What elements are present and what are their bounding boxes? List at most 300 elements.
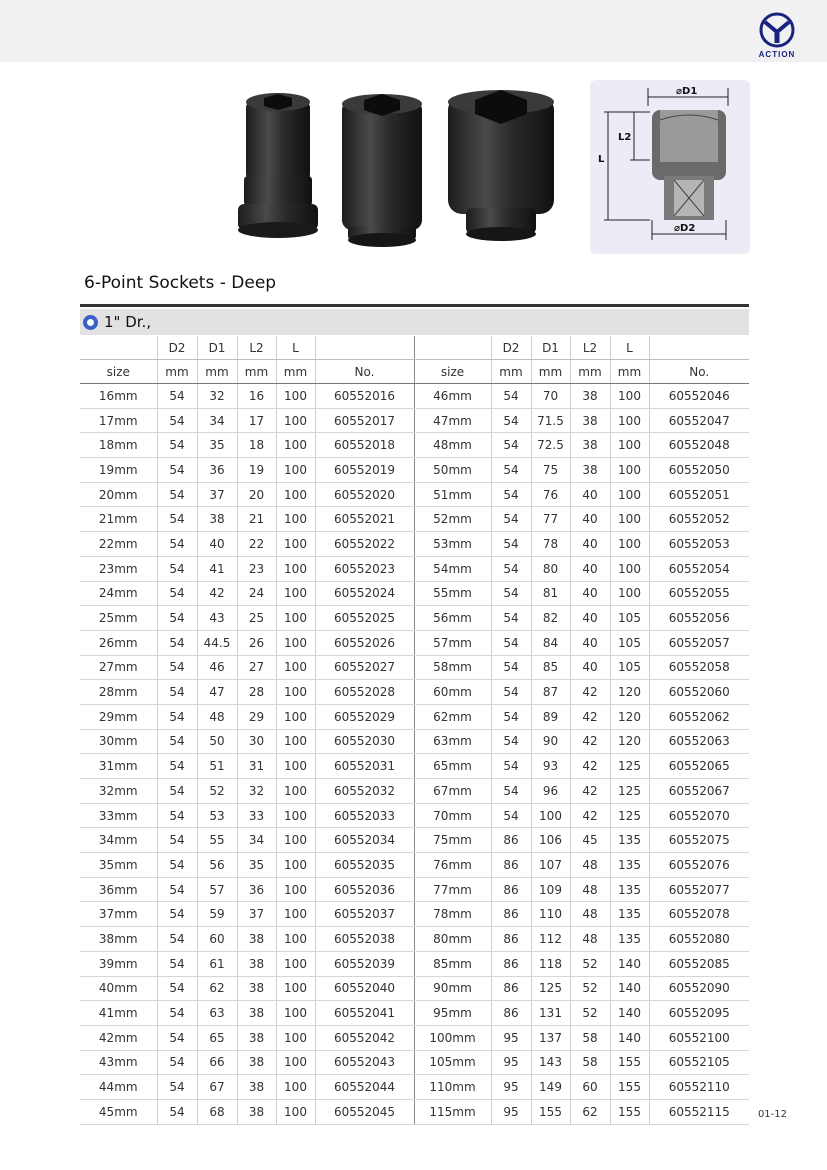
cell-d1: 60 bbox=[197, 927, 237, 952]
l-label: L bbox=[598, 154, 605, 165]
cell-d1: 50 bbox=[197, 729, 237, 754]
cell-d2: 54 bbox=[157, 433, 197, 458]
header-blank bbox=[649, 336, 749, 360]
cell-l2: 60 bbox=[570, 1075, 610, 1100]
header-d2: D2 bbox=[157, 336, 197, 360]
cell-l: 100 bbox=[276, 655, 315, 680]
cell-l: 100 bbox=[610, 507, 649, 532]
cell-d2: 54 bbox=[491, 729, 531, 754]
header-unit: mm bbox=[237, 360, 276, 384]
medium-socket-image bbox=[342, 94, 422, 247]
cell-part-no: 60552056 bbox=[649, 606, 749, 631]
cell-part-no: 60552070 bbox=[649, 803, 749, 828]
title-rule bbox=[80, 304, 749, 307]
table-row bbox=[80, 951, 749, 976]
header-unit: mm bbox=[610, 360, 649, 384]
cell-part-no: 60552062 bbox=[649, 704, 749, 729]
cell-d2: 54 bbox=[157, 779, 197, 804]
cell-d2: 54 bbox=[157, 976, 197, 1001]
cell-d2: 54 bbox=[157, 507, 197, 532]
cell-size: 33mm bbox=[80, 803, 157, 828]
cell-d1: 55 bbox=[197, 828, 237, 853]
cell-l2: 42 bbox=[570, 704, 610, 729]
cell-size: 76mm bbox=[414, 853, 491, 878]
unit-header-row bbox=[80, 360, 749, 384]
cell-l: 100 bbox=[610, 408, 649, 433]
cell-l2: 34 bbox=[237, 828, 276, 853]
cell-l2: 42 bbox=[570, 729, 610, 754]
cell-l2: 26 bbox=[237, 630, 276, 655]
cell-d2: 54 bbox=[157, 606, 197, 631]
cell-size: 27mm bbox=[80, 655, 157, 680]
table-row bbox=[80, 729, 749, 754]
cell-size: 70mm bbox=[414, 803, 491, 828]
cell-size: 26mm bbox=[80, 630, 157, 655]
cell-d2: 54 bbox=[491, 433, 531, 458]
cell-l: 100 bbox=[276, 606, 315, 631]
d2-label: ⌀D2 bbox=[674, 223, 696, 234]
cell-d2: 54 bbox=[157, 1050, 197, 1075]
cell-size: 39mm bbox=[80, 951, 157, 976]
cell-d1: 77 bbox=[531, 507, 570, 532]
cell-size: 19mm bbox=[80, 458, 157, 483]
header-l2: L2 bbox=[237, 336, 276, 360]
cell-l: 100 bbox=[276, 433, 315, 458]
cell-d1: 76 bbox=[531, 482, 570, 507]
cell-d2: 54 bbox=[157, 482, 197, 507]
cell-part-no: 60552039 bbox=[315, 951, 414, 976]
dimension-drawing bbox=[590, 80, 750, 254]
cell-part-no: 60552018 bbox=[315, 433, 414, 458]
cell-d2: 54 bbox=[157, 1075, 197, 1100]
cell-part-no: 60552077 bbox=[649, 877, 749, 902]
cell-l: 100 bbox=[276, 458, 315, 483]
cell-l2: 38 bbox=[570, 408, 610, 433]
cell-size: 28mm bbox=[80, 680, 157, 705]
cell-l: 100 bbox=[610, 384, 649, 409]
header-l: L bbox=[276, 336, 315, 360]
cell-part-no: 60552085 bbox=[649, 951, 749, 976]
logo-text: ACTION bbox=[758, 50, 796, 59]
brand-logo bbox=[749, 12, 805, 62]
cell-l: 140 bbox=[610, 1001, 649, 1026]
cell-l2: 38 bbox=[237, 951, 276, 976]
cell-size: 78mm bbox=[414, 902, 491, 927]
cell-l: 100 bbox=[610, 433, 649, 458]
cell-size: 57mm bbox=[414, 630, 491, 655]
table-row bbox=[80, 877, 749, 902]
cell-size: 22mm bbox=[80, 532, 157, 557]
cell-l: 100 bbox=[276, 1075, 315, 1100]
header-size: size bbox=[80, 360, 157, 384]
cell-size: 50mm bbox=[414, 458, 491, 483]
cell-size: 18mm bbox=[80, 433, 157, 458]
table-row bbox=[80, 1050, 749, 1075]
cell-d1: 56 bbox=[197, 853, 237, 878]
cell-l2: 28 bbox=[237, 680, 276, 705]
cell-size: 21mm bbox=[80, 507, 157, 532]
cell-part-no: 60552033 bbox=[315, 803, 414, 828]
cell-part-no: 60552060 bbox=[649, 680, 749, 705]
cell-l2: 40 bbox=[570, 581, 610, 606]
cell-l: 100 bbox=[610, 482, 649, 507]
cell-l2: 48 bbox=[570, 877, 610, 902]
table-row bbox=[80, 556, 749, 581]
cell-l: 100 bbox=[610, 581, 649, 606]
cell-part-no: 60552067 bbox=[649, 779, 749, 804]
cell-d2: 54 bbox=[157, 902, 197, 927]
cell-l: 100 bbox=[276, 1001, 315, 1026]
cell-part-no: 60552044 bbox=[315, 1075, 414, 1100]
cell-d1: 75 bbox=[531, 458, 570, 483]
cell-l: 140 bbox=[610, 976, 649, 1001]
cell-d1: 100 bbox=[531, 803, 570, 828]
socket-dimension-diagram bbox=[590, 80, 750, 254]
cell-size: 35mm bbox=[80, 853, 157, 878]
cell-part-no: 60552057 bbox=[649, 630, 749, 655]
cell-l2: 38 bbox=[570, 433, 610, 458]
cell-d1: 53 bbox=[197, 803, 237, 828]
table-row bbox=[80, 655, 749, 680]
cell-l: 100 bbox=[276, 828, 315, 853]
header-size: size bbox=[414, 360, 491, 384]
cell-l: 140 bbox=[610, 951, 649, 976]
cell-d1: 109 bbox=[531, 877, 570, 902]
cell-d2: 54 bbox=[157, 630, 197, 655]
cell-part-no: 60552048 bbox=[649, 433, 749, 458]
cell-d1: 59 bbox=[197, 902, 237, 927]
cell-d1: 46 bbox=[197, 655, 237, 680]
drive-size-bar bbox=[80, 309, 749, 335]
cell-part-no: 60552100 bbox=[649, 1025, 749, 1050]
table-row bbox=[80, 630, 749, 655]
cell-l: 100 bbox=[276, 754, 315, 779]
cell-l2: 16 bbox=[237, 384, 276, 409]
cell-part-no: 60552017 bbox=[315, 408, 414, 433]
cell-l2: 38 bbox=[237, 1075, 276, 1100]
table-row bbox=[80, 803, 749, 828]
cell-part-no: 60552052 bbox=[649, 507, 749, 532]
socket-product-photos bbox=[230, 88, 570, 258]
cell-part-no: 60552040 bbox=[315, 976, 414, 1001]
cell-l2: 48 bbox=[570, 853, 610, 878]
header-blank bbox=[80, 336, 157, 360]
cell-d2: 86 bbox=[491, 1001, 531, 1026]
cell-l2: 21 bbox=[237, 507, 276, 532]
cell-l: 105 bbox=[610, 606, 649, 631]
table-row bbox=[80, 1075, 749, 1100]
cell-d2: 54 bbox=[491, 754, 531, 779]
cell-part-no: 60552028 bbox=[315, 680, 414, 705]
cell-part-no: 60552053 bbox=[649, 532, 749, 557]
cell-d2: 54 bbox=[491, 680, 531, 705]
cell-d1: 36 bbox=[197, 458, 237, 483]
header-d1: D1 bbox=[531, 336, 570, 360]
cell-d2: 54 bbox=[491, 581, 531, 606]
cell-size: 115mm bbox=[414, 1099, 491, 1124]
cell-l: 100 bbox=[276, 581, 315, 606]
cell-l2: 48 bbox=[570, 927, 610, 952]
cell-l: 100 bbox=[276, 630, 315, 655]
cell-l: 135 bbox=[610, 853, 649, 878]
cell-size: 80mm bbox=[414, 927, 491, 952]
cell-part-no: 60552023 bbox=[315, 556, 414, 581]
cell-d1: 81 bbox=[531, 581, 570, 606]
cell-d2: 54 bbox=[157, 655, 197, 680]
table-row bbox=[80, 433, 749, 458]
d1-label: ⌀D1 bbox=[676, 86, 698, 97]
cell-d1: 35 bbox=[197, 433, 237, 458]
cell-d2: 54 bbox=[491, 384, 531, 409]
cell-size: 63mm bbox=[414, 729, 491, 754]
cell-size: 46mm bbox=[414, 384, 491, 409]
cell-l2: 40 bbox=[570, 532, 610, 557]
header-unit: mm bbox=[531, 360, 570, 384]
header-unit: mm bbox=[276, 360, 315, 384]
cell-l: 100 bbox=[610, 556, 649, 581]
cell-d2: 54 bbox=[491, 532, 531, 557]
cell-d1: 71.5 bbox=[531, 408, 570, 433]
cell-part-no: 60552035 bbox=[315, 853, 414, 878]
cell-l2: 18 bbox=[237, 433, 276, 458]
cell-d2: 54 bbox=[491, 606, 531, 631]
cell-l2: 27 bbox=[237, 655, 276, 680]
header-d1: D1 bbox=[197, 336, 237, 360]
cell-d1: 72.5 bbox=[531, 433, 570, 458]
cell-part-no: 60552031 bbox=[315, 754, 414, 779]
cell-d1: 78 bbox=[531, 532, 570, 557]
cell-l2: 58 bbox=[570, 1050, 610, 1075]
table-row bbox=[80, 1025, 749, 1050]
cell-l2: 17 bbox=[237, 408, 276, 433]
header-band bbox=[0, 0, 827, 62]
cell-size: 29mm bbox=[80, 704, 157, 729]
cell-d2: 54 bbox=[157, 853, 197, 878]
cell-d1: 67 bbox=[197, 1075, 237, 1100]
cell-l2: 38 bbox=[570, 458, 610, 483]
cell-part-no: 60552024 bbox=[315, 581, 414, 606]
cell-l2: 58 bbox=[570, 1025, 610, 1050]
cell-l2: 48 bbox=[570, 902, 610, 927]
table-row bbox=[80, 1001, 749, 1026]
cell-part-no: 60552030 bbox=[315, 729, 414, 754]
cell-d1: 44.5 bbox=[197, 630, 237, 655]
cell-l: 100 bbox=[276, 507, 315, 532]
cell-d1: 107 bbox=[531, 853, 570, 878]
cell-l: 125 bbox=[610, 803, 649, 828]
cell-d1: 137 bbox=[531, 1025, 570, 1050]
cell-l2: 31 bbox=[237, 754, 276, 779]
cell-size: 30mm bbox=[80, 729, 157, 754]
cell-d2: 54 bbox=[491, 630, 531, 655]
cell-l: 105 bbox=[610, 655, 649, 680]
cell-d1: 85 bbox=[531, 655, 570, 680]
cell-size: 24mm bbox=[80, 581, 157, 606]
cell-d1: 41 bbox=[197, 556, 237, 581]
header-blank bbox=[315, 336, 414, 360]
cell-part-no: 60552019 bbox=[315, 458, 414, 483]
cell-d2: 54 bbox=[491, 779, 531, 804]
table-row bbox=[80, 680, 749, 705]
cell-d2: 54 bbox=[491, 458, 531, 483]
cell-l: 135 bbox=[610, 828, 649, 853]
cell-d2: 54 bbox=[491, 704, 531, 729]
cell-d1: 80 bbox=[531, 556, 570, 581]
cell-l2: 38 bbox=[237, 1001, 276, 1026]
cell-d1: 61 bbox=[197, 951, 237, 976]
cell-part-no: 60552034 bbox=[315, 828, 414, 853]
cell-size: 17mm bbox=[80, 408, 157, 433]
table-row bbox=[80, 779, 749, 804]
cell-l: 100 bbox=[610, 532, 649, 557]
cell-l2: 45 bbox=[570, 828, 610, 853]
cell-part-no: 60552090 bbox=[649, 976, 749, 1001]
cell-d1: 38 bbox=[197, 507, 237, 532]
cell-d1: 125 bbox=[531, 976, 570, 1001]
table-row bbox=[80, 902, 749, 927]
cell-part-no: 60552110 bbox=[649, 1075, 749, 1100]
cell-size: 37mm bbox=[80, 902, 157, 927]
table-row bbox=[80, 976, 749, 1001]
cell-d2: 54 bbox=[491, 803, 531, 828]
header-no: No. bbox=[315, 360, 414, 384]
cell-l2: 42 bbox=[570, 680, 610, 705]
cell-size: 95mm bbox=[414, 1001, 491, 1026]
cell-l2: 37 bbox=[237, 902, 276, 927]
cell-d2: 54 bbox=[157, 556, 197, 581]
cell-d1: 43 bbox=[197, 606, 237, 631]
page-number: 01-12 bbox=[757, 1109, 787, 1120]
cell-d2: 95 bbox=[491, 1050, 531, 1075]
table-row bbox=[80, 532, 749, 557]
table-row bbox=[80, 853, 749, 878]
cell-d1: 89 bbox=[531, 704, 570, 729]
cell-l2: 38 bbox=[237, 1099, 276, 1124]
cell-d1: 57 bbox=[197, 877, 237, 902]
table-row bbox=[80, 927, 749, 952]
cell-part-no: 60552115 bbox=[649, 1099, 749, 1124]
cell-size: 34mm bbox=[80, 828, 157, 853]
cell-size: 56mm bbox=[414, 606, 491, 631]
cell-size: 62mm bbox=[414, 704, 491, 729]
cell-l: 120 bbox=[610, 729, 649, 754]
cell-part-no: 60552046 bbox=[649, 384, 749, 409]
cell-part-no: 60552037 bbox=[315, 902, 414, 927]
cell-l: 100 bbox=[276, 902, 315, 927]
cell-d2: 95 bbox=[491, 1025, 531, 1050]
cell-size: 55mm bbox=[414, 581, 491, 606]
cell-d2: 86 bbox=[491, 976, 531, 1001]
cell-l2: 36 bbox=[237, 877, 276, 902]
header-unit: mm bbox=[157, 360, 197, 384]
cell-l2: 42 bbox=[570, 754, 610, 779]
cell-d1: 65 bbox=[197, 1025, 237, 1050]
cell-d2: 54 bbox=[157, 581, 197, 606]
cell-d1: 149 bbox=[531, 1075, 570, 1100]
cell-l: 125 bbox=[610, 779, 649, 804]
cell-l2: 40 bbox=[570, 482, 610, 507]
cell-d2: 54 bbox=[491, 482, 531, 507]
cell-l2: 38 bbox=[570, 384, 610, 409]
cell-part-no: 60552055 bbox=[649, 581, 749, 606]
cell-d2: 54 bbox=[157, 1025, 197, 1050]
cell-size: 100mm bbox=[414, 1025, 491, 1050]
cell-l: 100 bbox=[276, 779, 315, 804]
cell-l: 100 bbox=[276, 1050, 315, 1075]
header-unit: mm bbox=[570, 360, 610, 384]
header-d2: D2 bbox=[491, 336, 531, 360]
cell-d2: 95 bbox=[491, 1099, 531, 1124]
header-blank bbox=[414, 336, 491, 360]
cell-l2: 40 bbox=[570, 630, 610, 655]
cell-part-no: 60552027 bbox=[315, 655, 414, 680]
cell-part-no: 60552043 bbox=[315, 1050, 414, 1075]
cell-d1: 37 bbox=[197, 482, 237, 507]
cell-l: 155 bbox=[610, 1050, 649, 1075]
cell-l: 100 bbox=[276, 384, 315, 409]
table-row bbox=[80, 828, 749, 853]
cell-d2: 54 bbox=[157, 704, 197, 729]
cell-l: 100 bbox=[276, 482, 315, 507]
cell-d1: 52 bbox=[197, 779, 237, 804]
cell-l: 100 bbox=[276, 680, 315, 705]
cell-part-no: 60552016 bbox=[315, 384, 414, 409]
cell-size: 48mm bbox=[414, 433, 491, 458]
cell-part-no: 60552076 bbox=[649, 853, 749, 878]
cell-l: 100 bbox=[610, 458, 649, 483]
cell-d2: 54 bbox=[157, 1001, 197, 1026]
cell-d1: 48 bbox=[197, 704, 237, 729]
cell-l2: 25 bbox=[237, 606, 276, 631]
cell-size: 42mm bbox=[80, 1025, 157, 1050]
cell-part-no: 60552078 bbox=[649, 902, 749, 927]
cell-l: 100 bbox=[276, 853, 315, 878]
cell-d1: 131 bbox=[531, 1001, 570, 1026]
cell-l2: 62 bbox=[570, 1099, 610, 1124]
cell-l2: 32 bbox=[237, 779, 276, 804]
cell-l2: 42 bbox=[570, 803, 610, 828]
table-row bbox=[80, 704, 749, 729]
cell-d2: 54 bbox=[157, 458, 197, 483]
cell-size: 54mm bbox=[414, 556, 491, 581]
section-title: 6-Point Sockets - Deep bbox=[84, 273, 277, 293]
cell-d2: 54 bbox=[157, 754, 197, 779]
cell-size: 20mm bbox=[80, 482, 157, 507]
drive-size-label: 1" Dr., bbox=[104, 313, 152, 331]
cell-l: 155 bbox=[610, 1099, 649, 1124]
cell-d1: 70 bbox=[531, 384, 570, 409]
cell-d2: 86 bbox=[491, 853, 531, 878]
cell-l2: 40 bbox=[570, 655, 610, 680]
cell-part-no: 60552025 bbox=[315, 606, 414, 631]
cell-size: 47mm bbox=[414, 408, 491, 433]
cell-l: 100 bbox=[276, 532, 315, 557]
cell-size: 16mm bbox=[80, 384, 157, 409]
cell-d1: 90 bbox=[531, 729, 570, 754]
cell-part-no: 60552036 bbox=[315, 877, 414, 902]
cell-part-no: 60552050 bbox=[649, 458, 749, 483]
spec-table-body bbox=[80, 384, 749, 1125]
cell-l2: 35 bbox=[237, 853, 276, 878]
l2-label: L2 bbox=[618, 132, 632, 143]
cell-d1: 87 bbox=[531, 680, 570, 705]
cell-part-no: 60552022 bbox=[315, 532, 414, 557]
cell-part-no: 60552095 bbox=[649, 1001, 749, 1026]
cell-d2: 54 bbox=[491, 556, 531, 581]
cell-part-no: 60552026 bbox=[315, 630, 414, 655]
cell-part-no: 60552021 bbox=[315, 507, 414, 532]
cell-part-no: 60552038 bbox=[315, 927, 414, 952]
